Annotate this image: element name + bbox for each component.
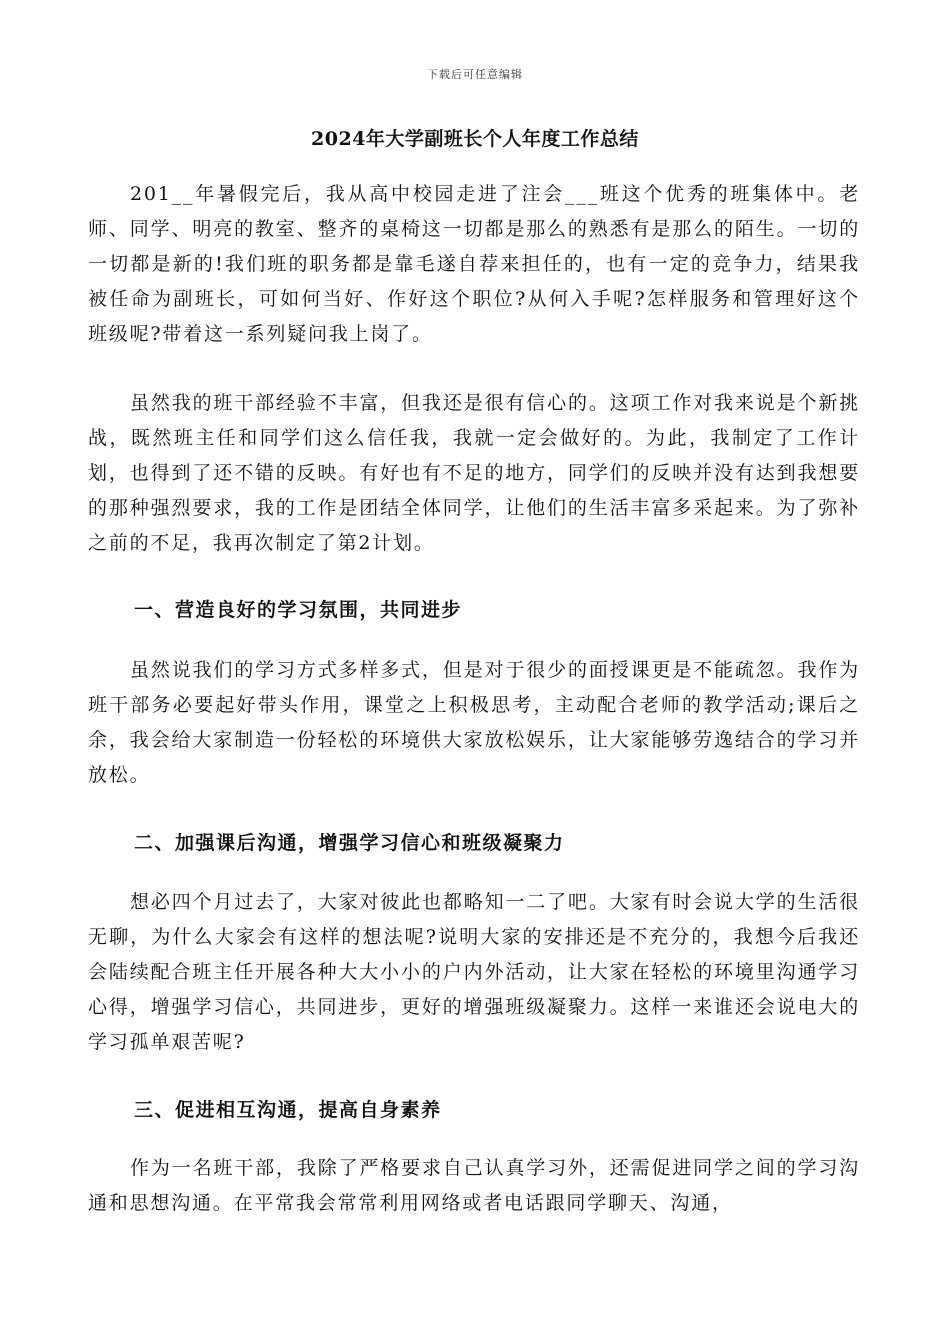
section-heading-1: 一、营造良好的学习氛围，共同进步 (134, 599, 463, 621)
paragraph-4: 想必四个月过去了，大家对彼此也都略知一二了吧。大家有时会说大学的生活很无聊，为什么大家会有这样的想法呢?说明大家的安排还是不充分的，我想今后我还会陆续配合班主任开展各种大大小小的户内外活动，让大家在轻松的环境里沟通学习心得，增强学习信心，共同进步，更好的增强班级凝聚力。这样一来谁还会说电大的学习孤单艰苦呢? (88, 891, 860, 1053)
section-heading-2: 二、加强课后沟通，增强学习信心和班级凝聚力 (134, 832, 565, 854)
header-note: 下载后可任意编辑 (427, 68, 523, 81)
document-title: 2024年大学副班长个人年度工作总结 (311, 128, 639, 150)
paragraph-2: 虽然我的班干部经验不丰富，但我还是很有信心的。这项工作对我来说是个新挑战，既然班主任和同学们这么信任我，我就一定会做好的。为此，我制定了工作计划，也得到了还不错的反映。有好也有不足的地方，同学们的反映并没有达到我想要的那种强烈要求，我的工作是团结全体同学，让他们的生活丰富多采起来。为了弥补之前的不足，我再次制定了第2计划。 (88, 392, 860, 554)
section-heading-3: 三、促进相互沟通，提高自身素养 (134, 1099, 442, 1121)
paragraph-5: 作为一名班干部，我除了严格要求自己认真学习外，还需促进同学之间的学习沟通和思想沟通。在平常我会常常利用网络或者电话跟同学聊天、沟通， (88, 1157, 860, 1214)
paragraph-1: 201__年暑假完后，我从高中校园走进了注会___班这个优秀的班集体中。老师、同学、明亮的教室、整齐的桌椅这一切都是那么的熟悉有是那么的陌生。一切的一切都是新的!我们班的职务都是靠毛遂自荐来担任的，也有一定的竞争力，结果我被任命为副班长，可如何当好、作好这个职位?从何入手呢?怎样服务和管理好这个班级呢?带着这一系列疑问我上岗了。 (88, 183, 860, 345)
paragraph-3: 虽然说我们的学习方式多样多式，但是对于很少的面授课更是不能疏忽。我作为班干部务必要起好带头作用，课堂之上积极思考，主动配合老师的教学活动;课后之余，我会给大家制造一份轻松的环境供大家放松娱乐，让大家能够劳逸结合的学习并放松。 (88, 659, 860, 786)
